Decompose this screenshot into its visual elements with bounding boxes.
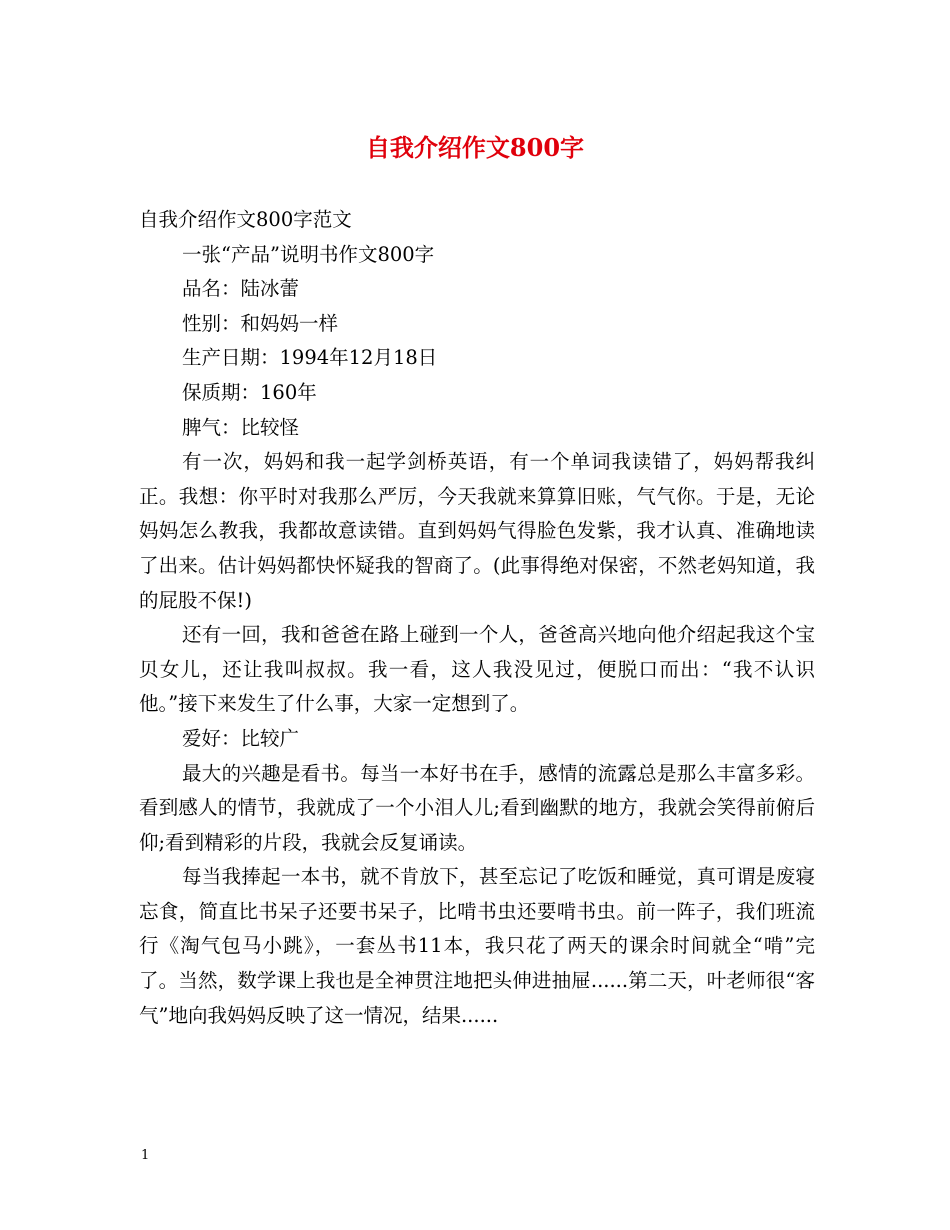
paragraph-reading-interest: 最大的兴趣是看书。每当一本好书在手，感情的流露总是那么丰富多彩。看到感人的情节，我就成了一个小泪人儿;看到幽默的地方，我就会笑得前俯后仰;看到精彩的片段，我就会反复诵读。 [139,761,815,854]
page-number: 1 [141,1148,150,1163]
paragraph-uncle-story: 还有一回，我和爸爸在路上碰到一个人，爸爸高兴地向他介绍起我这个宝贝女儿，还让我叫叔叔。我一看，这人我没见过，便脱口而出：“我不认识他。”接下来发生了什么事，大家一定想到了。 [139,623,815,716]
field-product-name: 品名：陆冰蕾 [182,277,300,301]
field-hobby: 爱好：比较广 [182,726,300,750]
product-heading: 一张“产品”说明书作文800字 [182,242,435,266]
document-body [139,203,815,1033]
document-title: 自我介绍作文800字 [365,133,585,162]
field-shelf-life: 保质期：160年 [182,380,317,404]
paragraph-english-story: 有一次，妈妈和我一起学剑桥英语，有一个单词我读错了，妈妈帮我纠正。我想：你平时对我那么严厉，今天我就来算算旧账，气气你。于是，无论妈妈怎么教我，我都故意读错。直到妈妈气得脸色发紫，我才认真、准确地读了出来。估计妈妈都快怀疑我的智商了。(此事得绝对保密，不然老妈知道，我的屁股不保!) [139,450,815,612]
field-birth-date: 生产日期：1994年12月18日 [182,346,438,370]
document-subtitle: 自我介绍作文800字范文 [139,208,352,231]
field-gender: 性别：和妈妈一样 [182,311,339,335]
paragraph-reading-story: 每当我捧起一本书，就不肯放下，甚至忘记了吃饭和睡觉，真可谓是废寝忘食，简直比书呆子还要书呆子，比啃书虫还要啃书虫。前一阵子，我们班流行《淘气包马小跳》，一套丛书11本，我只花了两天的课余时间就全“啃”完了。当然，数学课上我也是全神贯注地把头伸进抽屉......第二天，叶老师很“客气”地向我妈妈反映了这一情况，结果...... [139,865,815,1027]
field-temper: 脾气：比较怪 [182,415,300,439]
